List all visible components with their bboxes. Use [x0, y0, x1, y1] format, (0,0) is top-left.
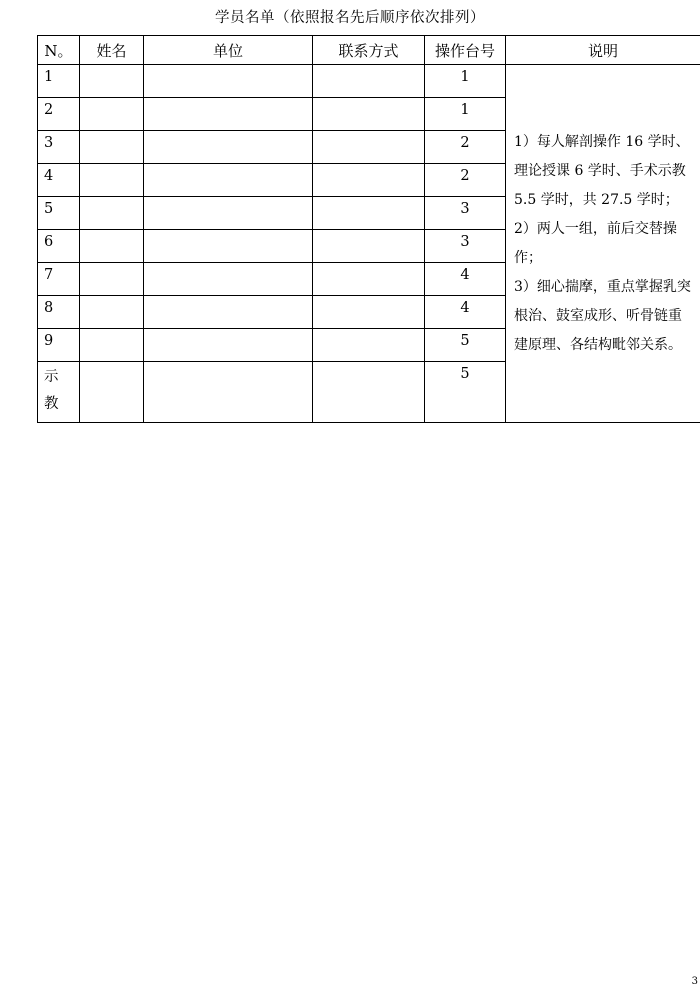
student-roster-table — [37, 35, 700, 423]
note-item: 3）细心揣摩，重点掌握乳突根治、鼓室成形、听骨链重建原理、各结构毗邻关系。 — [514, 278, 691, 353]
unit-cell — [144, 296, 313, 329]
header-unit: 单位 — [144, 36, 313, 65]
teach-label-line: 教 — [44, 396, 59, 412]
name-cell — [80, 98, 144, 131]
name-cell — [80, 263, 144, 296]
unit-cell — [144, 362, 313, 423]
contact-cell — [313, 263, 425, 296]
header-contact: 联系方式 — [313, 36, 425, 65]
station-cell: 2 — [425, 164, 506, 197]
station-cell: 3 — [425, 230, 506, 263]
name-cell — [80, 329, 144, 362]
row-number: 5 — [38, 197, 80, 230]
teach-label — [38, 362, 80, 423]
row-number: 8 — [38, 296, 80, 329]
unit-cell — [144, 230, 313, 263]
unit-cell — [144, 65, 313, 98]
name-cell — [80, 230, 144, 263]
table-header-row — [38, 36, 700, 65]
unit-cell — [144, 263, 313, 296]
name-cell — [80, 164, 144, 197]
row-number: 1 — [38, 65, 80, 98]
row-number: 4 — [38, 164, 80, 197]
station-cell: 1 — [425, 65, 506, 98]
header-name: 姓名 — [80, 36, 144, 65]
row-number: 2 — [38, 98, 80, 131]
unit-cell — [144, 98, 313, 131]
contact-cell — [313, 197, 425, 230]
station-cell: 5 — [425, 329, 506, 362]
name-cell — [80, 197, 144, 230]
station-cell: 4 — [425, 296, 506, 329]
contact-cell — [313, 65, 425, 98]
unit-cell — [144, 197, 313, 230]
name-cell — [80, 296, 144, 329]
row-number: 9 — [38, 329, 80, 362]
station-cell: 1 — [425, 98, 506, 131]
unit-cell — [144, 164, 313, 197]
contact-cell — [313, 131, 425, 164]
name-cell — [80, 362, 144, 423]
page-title: 学员名单（依照报名先后顺序依次排列） — [215, 10, 485, 26]
station-cell: 4 — [425, 263, 506, 296]
station-cell: 2 — [425, 131, 506, 164]
note-item: 1）每人解剖操作 16 学时、理论授课 6 学时、手术示教 5.5 学时，共 27.5 学时； — [514, 133, 690, 208]
row-number: 3 — [38, 131, 80, 164]
contact-cell — [313, 329, 425, 362]
name-cell — [80, 131, 144, 164]
header-no: N。 — [38, 36, 80, 65]
row-number: 6 — [38, 230, 80, 263]
station-cell: 5 — [425, 362, 506, 423]
contact-cell — [313, 98, 425, 131]
note-item: 2）两人一组，前后交替操作； — [514, 220, 677, 266]
notes-cell — [506, 65, 700, 423]
contact-cell — [313, 164, 425, 197]
name-cell — [80, 65, 144, 98]
station-cell: 3 — [425, 197, 506, 230]
unit-cell — [144, 131, 313, 164]
unit-cell — [144, 329, 313, 362]
contact-cell — [313, 230, 425, 263]
contact-cell — [313, 296, 425, 329]
page-number: 3 — [691, 976, 698, 987]
teach-label-line: 示 — [44, 369, 59, 385]
header-station: 操作台号 — [425, 36, 506, 65]
table-row — [38, 65, 700, 98]
contact-cell — [313, 362, 425, 423]
row-number: 7 — [38, 263, 80, 296]
header-notes: 说明 — [506, 36, 700, 65]
